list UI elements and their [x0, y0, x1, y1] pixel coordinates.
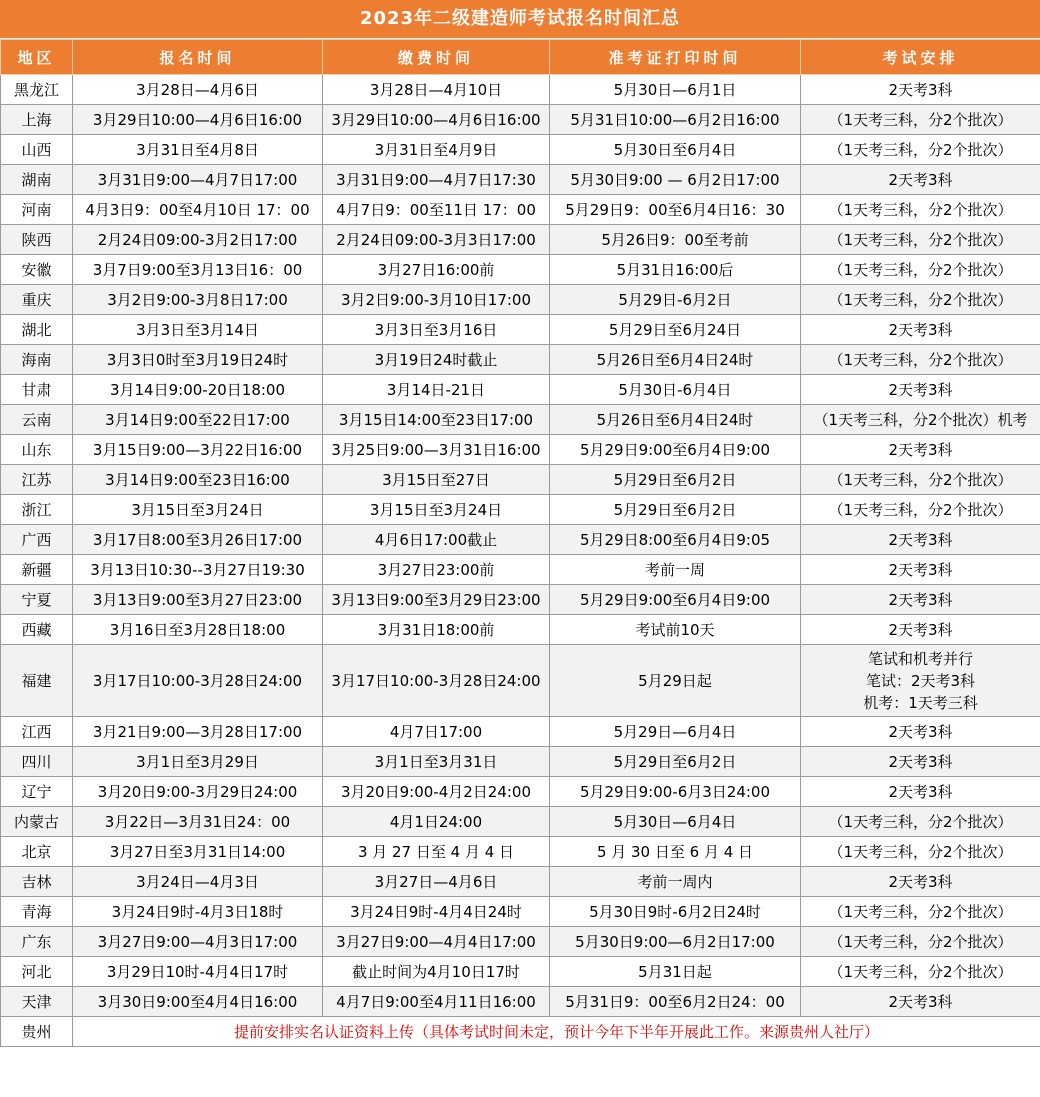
cell-region: 天津 — [1, 987, 73, 1017]
cell-admission-print-time: 考前一周内 — [550, 867, 801, 897]
sheet-title: 2023年二级建造师考试报名时间汇总 — [0, 0, 1040, 39]
cell-payment-time: 3月15日14:00至23日17:00 — [323, 405, 550, 435]
cell-exam-arrangement: 2天考3科 — [801, 585, 1040, 615]
cell-exam-arrangement: 2天考3科 — [801, 717, 1040, 747]
cell-exam-arrangement: （1天考三科，分2个批次） — [801, 807, 1040, 837]
table-row — [1, 717, 1040, 747]
cell-exam-arrangement: 2天考3科 — [801, 747, 1040, 777]
table-row — [1, 777, 1040, 807]
cell-admission-print-time: 考前一周 — [550, 555, 801, 585]
header-admission-print: 准考证打印时间 — [550, 40, 801, 75]
cell-payment-time: 4月1日24:00 — [323, 807, 550, 837]
cell-region: 青海 — [1, 897, 73, 927]
cell-exam-arrangement — [801, 645, 1040, 717]
cell-region: 辽宁 — [1, 777, 73, 807]
table-row — [1, 345, 1040, 375]
cell-region: 河南 — [1, 195, 73, 225]
cell-registration-time: 3月13日10:30--3月27日19:30 — [73, 555, 323, 585]
table-row — [1, 957, 1040, 987]
cell-registration-time: 3月16日至3月28日18:00 — [73, 615, 323, 645]
cell-region: 云南 — [1, 405, 73, 435]
cell-payment-time: 4月7日9:00至4月11日16:00 — [323, 987, 550, 1017]
table-row — [1, 225, 1040, 255]
cell-registration-time: 3月14日9:00至22日17:00 — [73, 405, 323, 435]
cell-registration-time: 3月2日9:00-3月8日17:00 — [73, 285, 323, 315]
cell-admission-print-time: 考试前10天 — [550, 615, 801, 645]
header-region: 地区 — [1, 40, 73, 75]
table-row — [1, 555, 1040, 585]
cell-exam-arrangement: 2天考3科 — [801, 777, 1040, 807]
cell-admission-print-time: 5月30日—6月4日 — [550, 807, 801, 837]
cell-admission-print-time: 5月31日16:00后 — [550, 255, 801, 285]
cell-admission-print-time: 5月29日至6月2日 — [550, 747, 801, 777]
cell-admission-print-time: 5月29日至6月2日 — [550, 465, 801, 495]
cell-payment-time: 4月6日17:00截止 — [323, 525, 550, 555]
cell-exam-arrangement: 2天考3科 — [801, 867, 1040, 897]
cell-payment-time: 3月17日10:00-3月28日24:00 — [323, 645, 550, 717]
cell-exam-arrangement: （1天考三科，分2个批次） — [801, 255, 1040, 285]
cell-region: 浙江 — [1, 495, 73, 525]
table-row — [1, 195, 1040, 225]
cell-exam-arrangement: （1天考三科，分2个批次） — [801, 465, 1040, 495]
cell-payment-time: 4月7日17:00 — [323, 717, 550, 747]
cell-registration-time: 3月1日至3月29日 — [73, 747, 323, 777]
cell-region: 四川 — [1, 747, 73, 777]
cell-region: 广西 — [1, 525, 73, 555]
cell-registration-time: 4月3日9：00至4月10日 17：00 — [73, 195, 323, 225]
cell-admission-print-time: 5月26日9：00至考前 — [550, 225, 801, 255]
cell-registration-time: 3月15日9:00—3月22日16:00 — [73, 435, 323, 465]
cell-region: 山西 — [1, 135, 73, 165]
table-row — [1, 405, 1040, 435]
cell-admission-print-time: 5月26日至6月4日24时 — [550, 345, 801, 375]
table-row — [1, 807, 1040, 837]
cell-admission-print-time: 5月31日9：00至6月2日24：00 — [550, 987, 801, 1017]
cell-admission-print-time: 5月30日9:00—6月2日17:00 — [550, 927, 801, 957]
cell-admission-print-time: 5月26日至6月4日24时 — [550, 405, 801, 435]
cell-region: 西藏 — [1, 615, 73, 645]
table-row — [1, 165, 1040, 195]
cell-exam-arrangement: 2天考3科 — [801, 987, 1040, 1017]
cell-region: 江西 — [1, 717, 73, 747]
cell-region: 黑龙江 — [1, 75, 73, 105]
cell-payment-time: 4月7日9：00至11日 17：00 — [323, 195, 550, 225]
cell-registration-time: 3月17日8:00至3月26日17:00 — [73, 525, 323, 555]
footer-region: 贵州 — [1, 1017, 73, 1047]
cell-registration-time: 3月29日10时-4月4日17时 — [73, 957, 323, 987]
table-row — [1, 747, 1040, 777]
cell-registration-time: 3月24日9时-4月3日18时 — [73, 897, 323, 927]
cell-payment-time: 3月20日9:00-4月2日24:00 — [323, 777, 550, 807]
cell-admission-print-time: 5月29日9:00-6月3日24:00 — [550, 777, 801, 807]
cell-admission-print-time: 5月30日—6月1日 — [550, 75, 801, 105]
cell-admission-print-time: 5月29日8:00至6月4日9:05 — [550, 525, 801, 555]
cell-registration-time: 3月13日9:00至3月27日23:00 — [73, 585, 323, 615]
exam-arrangement-line: 机考：1天考三科 — [863, 693, 978, 712]
cell-region: 宁夏 — [1, 585, 73, 615]
table-row — [1, 75, 1040, 105]
exam-arrangement-line: 笔试：2天考3科 — [865, 671, 976, 690]
cell-exam-arrangement: （1天考三科，分2个批次） — [801, 345, 1040, 375]
header-row — [1, 40, 1040, 75]
cell-region: 江苏 — [1, 465, 73, 495]
cell-exam-arrangement: 2天考3科 — [801, 315, 1040, 345]
header-registration: 报名时间 — [73, 40, 323, 75]
cell-registration-time: 2月24日09:00-3月2日17:00 — [73, 225, 323, 255]
cell-registration-time: 3月3日至3月14日 — [73, 315, 323, 345]
cell-registration-time: 3月15日至3月24日 — [73, 495, 323, 525]
cell-payment-time: 3月29日10:00—4月6日16:00 — [323, 105, 550, 135]
table-row — [1, 135, 1040, 165]
cell-payment-time: 3月25日9:00—3月31日16:00 — [323, 435, 550, 465]
cell-registration-time: 3月27日至3月31日14:00 — [73, 837, 323, 867]
schedule-table — [0, 39, 1040, 1047]
cell-admission-print-time: 5月31日10:00—6月2日16:00 — [550, 105, 801, 135]
cell-exam-arrangement: （1天考三科，分2个批次） — [801, 135, 1040, 165]
cell-exam-arrangement: （1天考三科，分2个批次） — [801, 195, 1040, 225]
cell-admission-print-time: 5 月 30 日至 6 月 4 日 — [550, 837, 801, 867]
cell-exam-arrangement: （1天考三科，分2个批次） — [801, 837, 1040, 867]
table-row — [1, 285, 1040, 315]
table-row — [1, 645, 1040, 717]
table-row — [1, 255, 1040, 285]
table-row — [1, 315, 1040, 345]
cell-region: 安徽 — [1, 255, 73, 285]
cell-region: 吉林 — [1, 867, 73, 897]
exam-arrangement-line: 笔试和机考并行 — [867, 649, 973, 668]
cell-registration-time: 3月22日—3月31日24：00 — [73, 807, 323, 837]
cell-admission-print-time: 5月29日—6月4日 — [550, 717, 801, 747]
cell-registration-time: 3月28日—4月6日 — [73, 75, 323, 105]
table-row — [1, 495, 1040, 525]
header-payment: 缴费时间 — [323, 40, 550, 75]
cell-exam-arrangement: （1天考三科，分2个批次） — [801, 105, 1040, 135]
cell-payment-time: 3月15日至3月24日 — [323, 495, 550, 525]
cell-admission-print-time: 5月29日起 — [550, 645, 801, 717]
cell-admission-print-time: 5月29日9：00至6月4日16：30 — [550, 195, 801, 225]
table-row — [1, 987, 1040, 1017]
cell-region: 甘肃 — [1, 375, 73, 405]
cell-payment-time: 3月19日24时截止 — [323, 345, 550, 375]
cell-registration-time: 3月31日9:00—4月7日17:00 — [73, 165, 323, 195]
table-row — [1, 435, 1040, 465]
table-row — [1, 105, 1040, 135]
header-exam-arrangement: 考试安排 — [801, 40, 1040, 75]
cell-payment-time: 3 月 27 日至 4 月 4 日 — [323, 837, 550, 867]
cell-region: 北京 — [1, 837, 73, 867]
cell-payment-time: 3月27日23:00前 — [323, 555, 550, 585]
cell-payment-time: 3月31日至4月9日 — [323, 135, 550, 165]
cell-admission-print-time: 5月30日-6月4日 — [550, 375, 801, 405]
cell-exam-arrangement: 2天考3科 — [801, 75, 1040, 105]
cell-region: 湖北 — [1, 315, 73, 345]
cell-exam-arrangement: 2天考3科 — [801, 555, 1040, 585]
cell-exam-arrangement: 2天考3科 — [801, 165, 1040, 195]
cell-payment-time: 3月27日9:00—4月4日17:00 — [323, 927, 550, 957]
cell-region: 新疆 — [1, 555, 73, 585]
cell-registration-time: 3月20日9:00-3月29日24:00 — [73, 777, 323, 807]
cell-payment-time: 截止时间为4月10日17时 — [323, 957, 550, 987]
table-row — [1, 615, 1040, 645]
cell-payment-time: 3月2日9:00-3月10日17:00 — [323, 285, 550, 315]
cell-payment-time: 3月24日9时-4月4日24时 — [323, 897, 550, 927]
table-body — [1, 75, 1040, 1017]
cell-admission-print-time: 5月29日9:00至6月4日9:00 — [550, 435, 801, 465]
cell-admission-print-time: 5月30日9:00 — 6月2日17:00 — [550, 165, 801, 195]
cell-payment-time: 3月27日—4月6日 — [323, 867, 550, 897]
table-row — [1, 585, 1040, 615]
cell-registration-time: 3月31日至4月8日 — [73, 135, 323, 165]
cell-payment-time: 2月24日09:00-3月3日17:00 — [323, 225, 550, 255]
cell-region: 海南 — [1, 345, 73, 375]
cell-registration-time: 3月3日0时至3月19日24时 — [73, 345, 323, 375]
cell-registration-time: 3月27日9:00—4月3日17:00 — [73, 927, 323, 957]
cell-region: 广东 — [1, 927, 73, 957]
cell-registration-time: 3月7日9:00至3月13日16：00 — [73, 255, 323, 285]
cell-exam-arrangement: （1天考三科，分2个批次） — [801, 225, 1040, 255]
cell-exam-arrangement: 2天考3科 — [801, 525, 1040, 555]
cell-registration-time: 3月14日9:00-20日18:00 — [73, 375, 323, 405]
cell-payment-time: 3月28日—4月10日 — [323, 75, 550, 105]
table-row — [1, 837, 1040, 867]
cell-exam-arrangement: 2天考3科 — [801, 435, 1040, 465]
cell-exam-arrangement: （1天考三科，分2个批次）机考 — [801, 405, 1040, 435]
cell-admission-print-time: 5月30日至6月4日 — [550, 135, 801, 165]
cell-payment-time: 3月14日-21日 — [323, 375, 550, 405]
cell-registration-time: 3月29日10:00—4月6日16:00 — [73, 105, 323, 135]
cell-exam-arrangement: （1天考三科，分2个批次） — [801, 897, 1040, 927]
cell-admission-print-time: 5月29日9:00至6月4日9:00 — [550, 585, 801, 615]
cell-region: 内蒙古 — [1, 807, 73, 837]
cell-payment-time: 3月15日至27日 — [323, 465, 550, 495]
table-row — [1, 375, 1040, 405]
cell-registration-time: 3月30日9:00至4月4日16:00 — [73, 987, 323, 1017]
cell-region: 福建 — [1, 645, 73, 717]
cell-payment-time: 3月13日9:00至3月29日23:00 — [323, 585, 550, 615]
cell-region: 上海 — [1, 105, 73, 135]
table-row — [1, 465, 1040, 495]
footer-row — [1, 1017, 1040, 1047]
cell-registration-time: 3月14日9:00至23日16:00 — [73, 465, 323, 495]
cell-admission-print-time: 5月30日9时-6月2日24时 — [550, 897, 801, 927]
cell-exam-arrangement: （1天考三科，分2个批次） — [801, 957, 1040, 987]
cell-region: 山东 — [1, 435, 73, 465]
cell-admission-print-time: 5月29日至6月24日 — [550, 315, 801, 345]
table-row — [1, 867, 1040, 897]
table-row — [1, 525, 1040, 555]
cell-exam-arrangement: （1天考三科，分2个批次） — [801, 495, 1040, 525]
cell-exam-arrangement: 2天考3科 — [801, 615, 1040, 645]
cell-registration-time: 3月17日10:00-3月28日24:00 — [73, 645, 323, 717]
cell-admission-print-time: 5月29日-6月2日 — [550, 285, 801, 315]
cell-registration-time: 3月21日9:00—3月28日17:00 — [73, 717, 323, 747]
cell-region: 湖南 — [1, 165, 73, 195]
cell-payment-time: 3月27日16:00前 — [323, 255, 550, 285]
table-row — [1, 927, 1040, 957]
cell-region: 陕西 — [1, 225, 73, 255]
cell-payment-time: 3月3日至3月16日 — [323, 315, 550, 345]
cell-payment-time: 3月1日至3月31日 — [323, 747, 550, 777]
cell-registration-time: 3月24日—4月3日 — [73, 867, 323, 897]
cell-admission-print-time: 5月31日起 — [550, 957, 801, 987]
cell-region: 重庆 — [1, 285, 73, 315]
cell-payment-time: 3月31日9:00—4月7日17:30 — [323, 165, 550, 195]
cell-exam-arrangement: （1天考三科，分2个批次） — [801, 285, 1040, 315]
cell-exam-arrangement: 2天考3科 — [801, 375, 1040, 405]
cell-payment-time: 3月31日18:00前 — [323, 615, 550, 645]
footer-note: 提前安排实名认证资料上传（具体考试时间未定，预计今年下半年开展此工作。来源贵州人社厅） — [73, 1017, 1040, 1047]
cell-region: 河北 — [1, 957, 73, 987]
cell-admission-print-time: 5月29日至6月2日 — [550, 495, 801, 525]
table-row — [1, 897, 1040, 927]
cell-exam-arrangement: （1天考三科，分2个批次） — [801, 927, 1040, 957]
